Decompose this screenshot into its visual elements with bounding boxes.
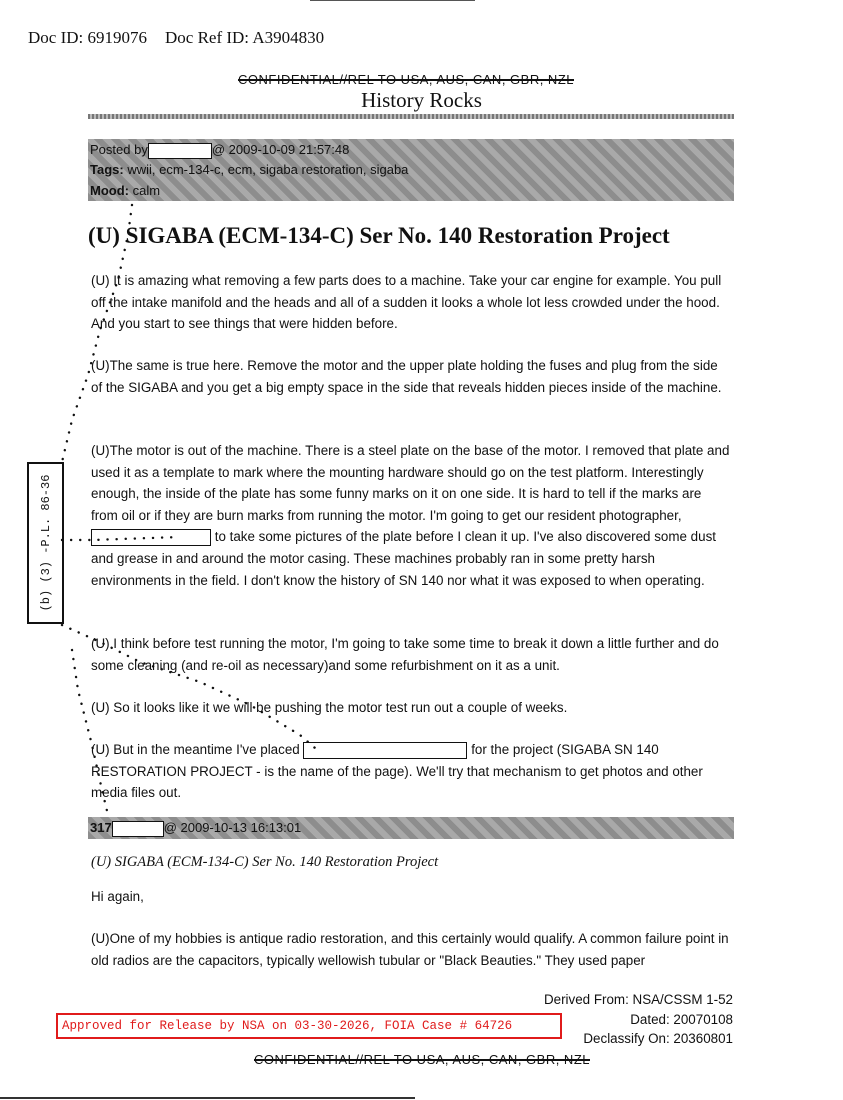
comment-paragraph: (U)One of my hobbies is antique radio restoration, and this certainly would qualify. A common failure point in old radios are the capacitors, typically wellowish tubular or "Black Beauties." They used paper — [91, 931, 729, 968]
dated: Dated: 20070108 — [630, 1012, 733, 1027]
exemption-stamp — [27, 462, 64, 624]
comment-timestamp: @ 2009-10-13 16:13:01 — [163, 820, 302, 835]
post-title: (U) SIGABA (ECM-134-C) Ser No. 140 Restoration Project — [88, 223, 670, 248]
classification-banner-top: CONFIDENTIAL//REL TO USA, AUS, CAN, GBR, NZL — [238, 72, 574, 87]
mood-label: Mood: — [90, 183, 129, 198]
tags-label: Tags: — [90, 162, 124, 177]
tags-line — [90, 162, 408, 177]
derived-from: Derived From: NSA/CSSM 1-52 — [543, 992, 733, 1007]
post-paragraph: (U) I think before test running the motor, I'm going to take some time to break it down a little further and do some cleaning (and re-oil as necessary)and some refurbishment on it as a unit. — [91, 636, 719, 673]
post-paragraph: (U) It is amazing what removing a few parts does to a machine. Take your car engine for example. You pull off the intake manifold and the heads and all of a sudden it looks a whole lot less crowded under the hood. And you start to see things that were hidden before. — [91, 273, 722, 332]
doc-id: Doc ID: 6919076 — [28, 28, 147, 47]
post-timestamp: @ 2009-10-09 21:57:48 — [211, 142, 350, 157]
comment-author-prefix: 317 — [90, 820, 112, 835]
declassify-on: Declassify On: 20360801 — [583, 1031, 733, 1046]
redaction-box — [112, 821, 164, 837]
exemption-stamp-text: (b) (3) -P.L. 86-36 — [38, 474, 53, 612]
post-paragraph — [91, 739, 731, 804]
post-paragraph: (U) So it looks like it we will be pushing the motor test run out a couple of weeks. — [91, 700, 568, 715]
paragraph-text: (U) But in the meantime I've placed — [91, 742, 300, 757]
post-paragraph — [91, 440, 731, 591]
comment-greeting: Hi again, — [91, 889, 144, 904]
redaction-box — [91, 529, 211, 546]
posted-by-label: Posted by — [90, 142, 148, 157]
paragraph-text: to take some pictures of the plate before I clean it up. I've also discovered some dust and grease in and around the motor casing. These machines probably ran in some pretty harsh environments in the field. I don't know the history of SN 140 nor what it was exposed to when operating. — [91, 529, 716, 588]
paragraph-text: for the project (SIGABA SN 140 RESTORATION PROJECT - is the name of the page). We'll try that mechanism to get photos and other media files out. — [91, 742, 703, 801]
scan-bottom-line — [0, 1097, 415, 1099]
doc-ref-id: Doc Ref ID: A3904830 — [165, 28, 325, 47]
post-paragraph: (U)The same is true here. Remove the motor and the upper plate holding the fuses and plug from the side of the SIGABA and you get a big empty space in the side that reveals hidden pieces inside of the machine. — [91, 358, 722, 395]
comment-title: (U) SIGABA (ECM-134-C) Ser No. 140 Restoration Project — [91, 854, 439, 870]
mood-line — [90, 183, 160, 198]
mood-value: calm — [132, 183, 161, 198]
posted-by-line — [90, 142, 349, 159]
scan-top-line — [310, 0, 475, 1]
comment-author-line — [90, 820, 301, 837]
paragraph-text: (U)The motor is out of the machine. There is a steel plate on the base of the motor. I removed that plate and used it as a template to mark where the mounting hardware should go on the test platform. Interestingly enough, the inside of the plate has some funny marks on it on one side. It is hard to tell if the marks are from oil or if they are burn marks from running the motor. I'm going to get our resident photographer, — [91, 443, 730, 523]
title-divider — [88, 114, 734, 119]
site-title: History Rocks — [361, 88, 482, 112]
tags-value: wwii, ecm-134-c, ecm, sigaba restoration, sigaba — [127, 162, 409, 177]
classification-banner-bottom: CONFIDENTIAL//REL TO USA, AUS, CAN, GBR, NZL — [254, 1052, 590, 1067]
redaction-box — [303, 742, 467, 759]
release-stamp: Approved for Release by NSA on 03-30-2026, FOIA Case # 64726 — [56, 1013, 562, 1039]
redaction-box — [148, 143, 212, 159]
